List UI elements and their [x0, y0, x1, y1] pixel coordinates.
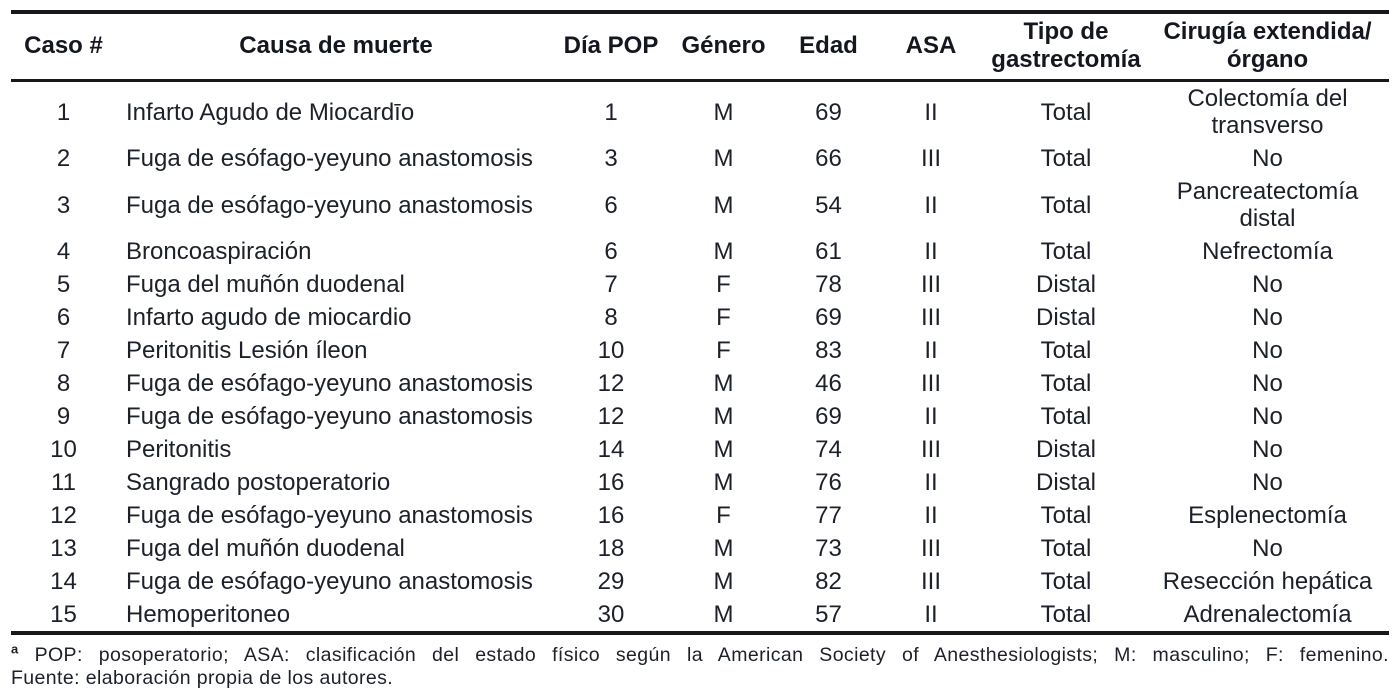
table-cell: 76: [815, 469, 842, 496]
table-cell: 6: [56, 304, 71, 331]
table-cell: Fuga del muñón duodenal: [126, 271, 405, 298]
table-cell: 78: [815, 271, 842, 298]
footnote-marker: a: [11, 644, 19, 657]
table-row: [11, 334, 1389, 367]
table-cell: 3: [604, 145, 618, 172]
table-cell: Total: [1040, 98, 1092, 126]
table-cell: M: [713, 436, 734, 463]
table-cell: 5: [56, 271, 71, 298]
table-cell: 73: [815, 535, 842, 562]
table-cell: 82: [815, 568, 842, 595]
table-cell: Infarto agudo de miocardio: [126, 304, 412, 331]
table-cell: 8: [56, 370, 71, 397]
table-cell: No: [1252, 370, 1283, 397]
table-cell: 4: [56, 238, 71, 265]
table-row: [11, 532, 1389, 565]
table-cell: Peritonitis: [126, 436, 232, 463]
table-cell: No: [1252, 535, 1283, 562]
col-header-caso: Caso #: [11, 12, 116, 81]
table-cell: 57: [815, 601, 842, 628]
table-row: [11, 400, 1389, 433]
table-cell: 1: [604, 98, 618, 126]
table-cell: No: [1252, 469, 1283, 496]
table-cell: 12: [597, 370, 625, 397]
table-cell: M: [713, 98, 734, 126]
table-cell: No: [1252, 304, 1283, 331]
table-cell: 1: [56, 98, 71, 126]
table-cell: Distal: [1035, 304, 1096, 331]
table-row: [11, 268, 1389, 301]
table-cell: III: [920, 436, 941, 463]
table-cell: II: [924, 98, 938, 126]
table-cell: III: [920, 145, 941, 172]
table-cell: F: [716, 271, 731, 298]
table-cell: 6: [604, 238, 618, 265]
col-header-genero: Género: [666, 12, 781, 81]
table-cell: II: [924, 469, 938, 496]
table-cell: 12: [597, 403, 625, 430]
table-cell: No: [1252, 271, 1283, 298]
table-cell: Hemoperitoneo: [126, 601, 291, 628]
table-cell: Fuga de esófago-yeyuno anastomosis: [126, 191, 533, 219]
table-cell: Resección hepática: [1162, 568, 1373, 595]
table-cell: III: [920, 370, 941, 397]
table-cell: Total: [1040, 191, 1092, 219]
table-cell: Infarto Agudo de Miocardīo: [126, 98, 415, 126]
table-row: [11, 235, 1389, 268]
table-cell: 83: [815, 337, 842, 364]
table-cell: F: [716, 304, 731, 331]
table-cell: II: [924, 403, 938, 430]
table-cell: Nefrectomía: [1202, 238, 1333, 265]
col-header-cirugia-extendida: Cirugía extendida/órgano: [1146, 12, 1389, 81]
table-cell: 69: [815, 304, 842, 331]
table-cell: 12: [50, 502, 77, 529]
table-cell: 69: [815, 403, 842, 430]
table-cell: II: [924, 601, 938, 628]
table-cell: 16: [597, 469, 625, 496]
table-cell: 9: [56, 403, 71, 430]
table-cell: 7: [604, 271, 618, 298]
table-row: [11, 81, 1389, 143]
table-cell: 69: [815, 98, 842, 126]
table-cell: No: [1252, 436, 1283, 463]
col-header-causa: Causa de muerte: [116, 12, 556, 81]
table-row: [11, 301, 1389, 334]
table-cell: 3: [56, 191, 71, 219]
table-cell: 29: [597, 568, 625, 595]
table-row: [11, 565, 1389, 598]
table-cell: 10: [50, 436, 77, 463]
table-cell: Pancreatectomía distal: [1176, 178, 1359, 232]
table-cell: 74: [815, 436, 842, 463]
table-cell: III: [920, 304, 941, 331]
table-row: [11, 367, 1389, 400]
table-cell: Total: [1040, 568, 1092, 595]
table-row: [11, 142, 1389, 175]
col-header-asa: ASA: [876, 12, 986, 81]
table-cell: Broncoaspiración: [126, 238, 312, 265]
table-cell: Fuga de esófago-yeyuno anastomosis: [126, 370, 533, 397]
table-cell: M: [713, 601, 734, 628]
table-row: [11, 466, 1389, 499]
table-cell: Total: [1040, 502, 1092, 529]
table-cell: M: [713, 191, 734, 219]
table-cell: Total: [1040, 601, 1092, 628]
table-cell: M: [713, 145, 734, 172]
table-cell: Total: [1040, 238, 1092, 265]
table-cell: 66: [815, 145, 842, 172]
table-cell: M: [713, 238, 734, 265]
table-cell: II: [924, 502, 938, 529]
col-header-edad: Edad: [781, 12, 876, 81]
table-cell: II: [924, 191, 938, 219]
table-cell: F: [716, 502, 731, 529]
table-cell: Fuga del muñón duodenal: [126, 535, 405, 562]
table-cell: 77: [815, 502, 842, 529]
table-cell: 14: [597, 436, 625, 463]
footnote-abbreviations: [11, 644, 1389, 667]
table-cell: Total: [1040, 535, 1092, 562]
table-cell: 11: [51, 469, 76, 496]
table-cell: 61: [815, 238, 842, 265]
table-cell: 18: [597, 535, 625, 562]
table-cell: Fuga de esófago-yeyuno anastomosis: [126, 502, 533, 529]
footnote-abbreviations-text: POP: posoperatorio; ASA: clasificación del estado físico según la American Society of Anesthesiologists; M: masculino; F: femenino.: [34, 644, 1389, 666]
table-row: [11, 175, 1389, 235]
table-cell: F: [716, 337, 731, 364]
table-cell: M: [713, 469, 734, 496]
table-cell: II: [924, 238, 938, 265]
table-cell: M: [713, 568, 734, 595]
mortality-table: [11, 10, 1389, 635]
table-cell: 10: [597, 337, 625, 364]
table-cell: Distal: [1035, 436, 1096, 463]
table-row: [11, 499, 1389, 532]
table-cell: 30: [597, 601, 625, 628]
table-cell: Colectomía del transverso: [1187, 85, 1348, 139]
table-cell: 8: [604, 304, 618, 331]
table-row: [11, 598, 1389, 633]
table-row: [11, 433, 1389, 466]
table-cell: 54: [815, 191, 842, 219]
table-cell: Sangrado postoperatorio: [126, 469, 391, 496]
table-cell: III: [920, 535, 941, 562]
table-body: [11, 81, 1389, 634]
table-cell: 6: [604, 191, 618, 219]
table-cell: Total: [1040, 145, 1092, 172]
table-cell: Distal: [1035, 469, 1096, 496]
table-cell: Total: [1040, 403, 1092, 430]
table-cell: Total: [1040, 337, 1092, 364]
table-cell: No: [1252, 145, 1283, 172]
table-cell: Fuga de esófago-yeyuno anastomosis: [126, 145, 533, 172]
col-header-tipo-gastrectomia: Tipo de gastrectomía: [986, 12, 1146, 81]
table-cell: Peritonitis Lesión íleon: [126, 337, 368, 364]
table-cell: 2: [56, 145, 71, 172]
table-cell: III: [920, 271, 941, 298]
table-cell: No: [1252, 337, 1283, 364]
table-cell: No: [1252, 403, 1283, 430]
table-cell: Distal: [1035, 271, 1096, 298]
col-header-dia-pop: Día POP: [556, 12, 666, 81]
table-cell: 13: [50, 535, 77, 562]
table-cell: 15: [50, 601, 77, 628]
table-cell: Fuga de esófago-yeyuno anastomosis: [126, 568, 533, 595]
table-cell: Total: [1040, 370, 1092, 397]
table-cell: 14: [50, 568, 77, 595]
table-cell: Fuga de esófago-yeyuno anastomosis: [126, 403, 533, 430]
table-cell: 7: [56, 337, 71, 364]
table-cell: Adrenalectomía: [1183, 601, 1352, 628]
table-cell: Esplenectomía: [1188, 502, 1347, 529]
table-cell: 16: [597, 502, 625, 529]
table-cell: M: [713, 403, 734, 430]
footnote-source: Fuente: elaboración propia de los autores.: [11, 667, 394, 689]
table-cell: 46: [815, 370, 842, 397]
table-cell: M: [713, 535, 734, 562]
footnote: [11, 644, 1389, 690]
table-cell: III: [920, 568, 941, 595]
table-cell: II: [924, 337, 938, 364]
header-row: [11, 12, 1389, 81]
table-cell: M: [713, 370, 734, 397]
